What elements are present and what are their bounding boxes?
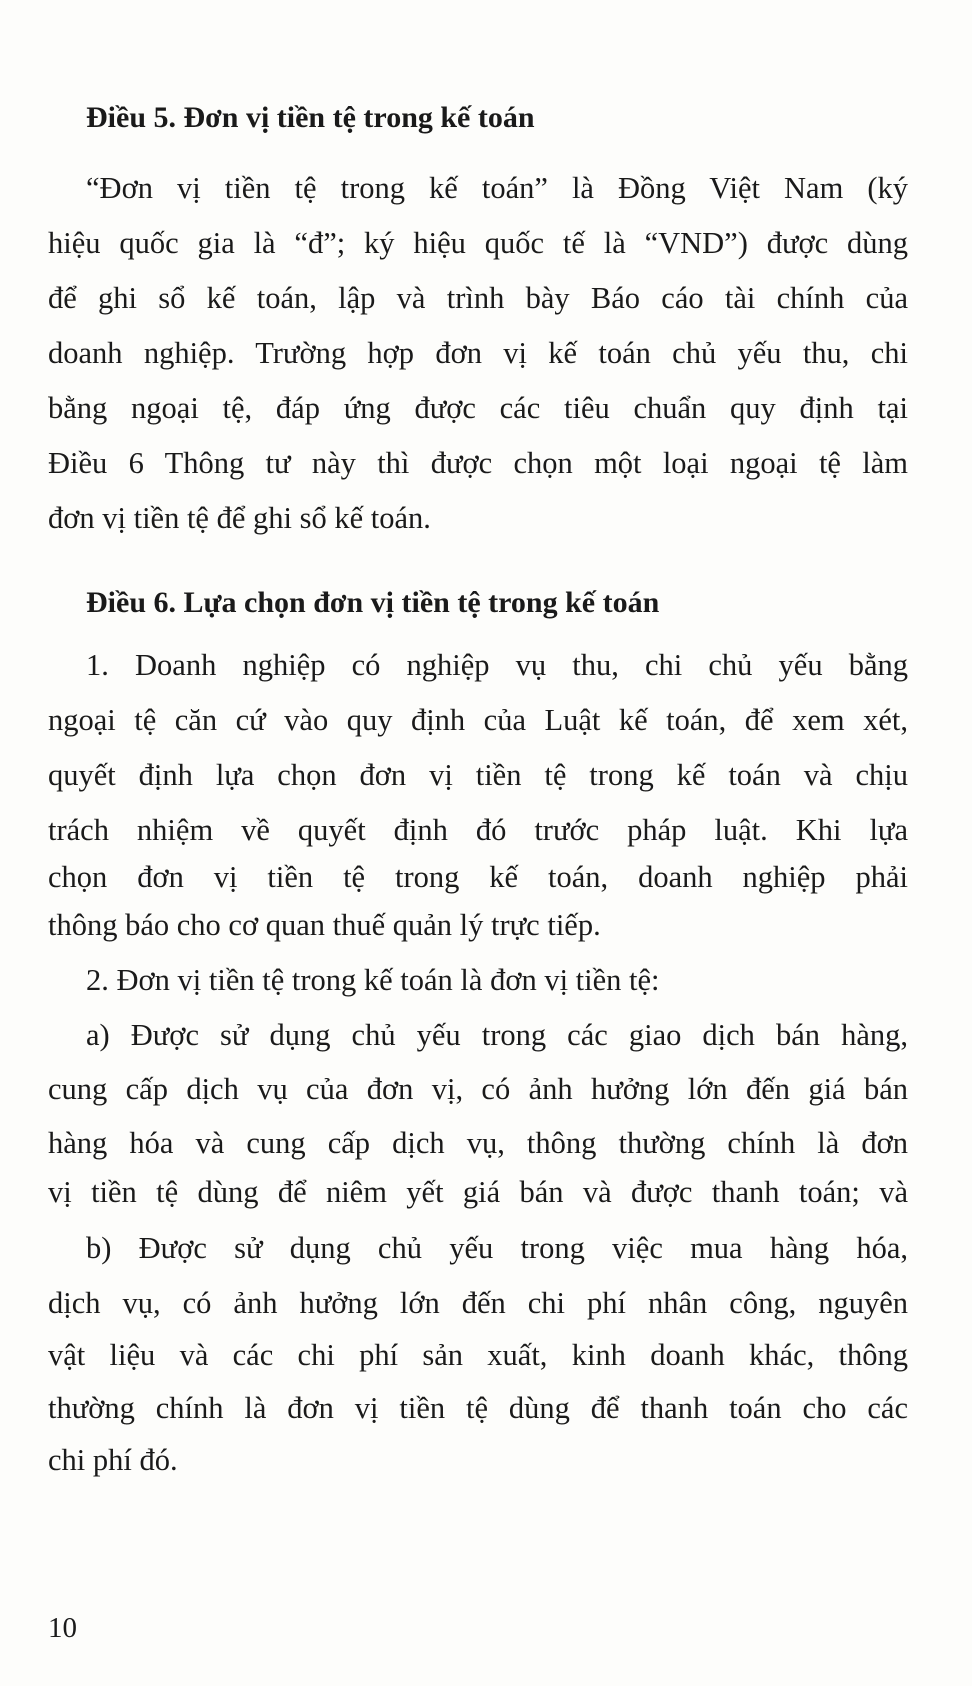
page-number: 10 — [48, 1612, 77, 1644]
section-6-para1-line: ngoại tệ căn cứ vào quy định của Luật kế toán, để xem xét, — [48, 703, 908, 737]
section-5-line: đơn vị tiền tệ để ghi sổ kế toán. — [48, 501, 431, 535]
section-5-line: hiệu quốc gia là “đ”; ký hiệu quốc tế là “VND”) được dùng — [48, 226, 908, 260]
section-6-item-a-line: hàng hóa và cung cấp dịch vụ, thông thường chính là đơn — [48, 1126, 908, 1160]
section-5-line: bằng ngoại tệ, đáp ứng được các tiêu chuẩn quy định tại — [48, 391, 908, 425]
section-6-para1-line: 1. Doanh nghiệp có nghiệp vụ thu, chi chủ yếu bằng — [86, 648, 908, 682]
section-6-item-a-line: cung cấp dịch vụ của đơn vị, có ảnh hưởng lớn đến giá bán — [48, 1072, 908, 1106]
section-6-para1-line: trách nhiệm về quyết định đó trước pháp luật. Khi lựa — [48, 813, 908, 847]
section-6-heading: Điều 6. Lựa chọn đơn vị tiền tệ trong kế toán — [86, 586, 660, 619]
section-6-para1-line: chọn đơn vị tiền tệ trong kế toán, doanh nghiệp phải — [48, 860, 908, 894]
section-6-para1-line: thông báo cho cơ quan thuế quản lý trực tiếp. — [48, 908, 601, 942]
section-6-item-b-line: thường chính là đơn vị tiền tệ dùng để thanh toán cho các — [48, 1391, 908, 1425]
section-6-item-b-line: vật liệu và các chi phí sản xuất, kinh doanh khác, thông — [48, 1338, 908, 1372]
section-5-line: “Đơn vị tiền tệ trong kế toán” là Đồng Việt Nam (ký — [86, 171, 908, 205]
section-6-item-b-line: dịch vụ, có ảnh hưởng lớn đến chi phí nhân công, nguyên — [48, 1286, 908, 1320]
section-6-item-a-line: vị tiền tệ dùng để niêm yết giá bán và được thanh toán; và — [48, 1175, 908, 1209]
section-5-line: doanh nghiệp. Trường hợp đơn vị kế toán chủ yếu thu, chi — [48, 336, 908, 370]
section-6-item-b-line: chi phí đó. — [48, 1443, 178, 1477]
section-6-item-b-line: b) Được sử dụng chủ yếu trong việc mua hàng hóa, — [86, 1231, 908, 1265]
section-6-para1-line: quyết định lựa chọn đơn vị tiền tệ trong kế toán và chịu — [48, 758, 908, 792]
section-5-line: để ghi sổ kế toán, lập và trình bày Báo cáo tài chính của — [48, 281, 908, 315]
section-6-item-a-line: a) Được sử dụng chủ yếu trong các giao dịch bán hàng, — [86, 1018, 908, 1052]
section-6-para2: 2. Đơn vị tiền tệ trong kế toán là đơn vị tiền tệ: — [86, 963, 660, 997]
section-5-line: Điều 6 Thông tư này thì được chọn một loại ngoại tệ làm — [48, 446, 908, 480]
section-5-heading: Điều 5. Đơn vị tiền tệ trong kế toán — [86, 101, 535, 134]
